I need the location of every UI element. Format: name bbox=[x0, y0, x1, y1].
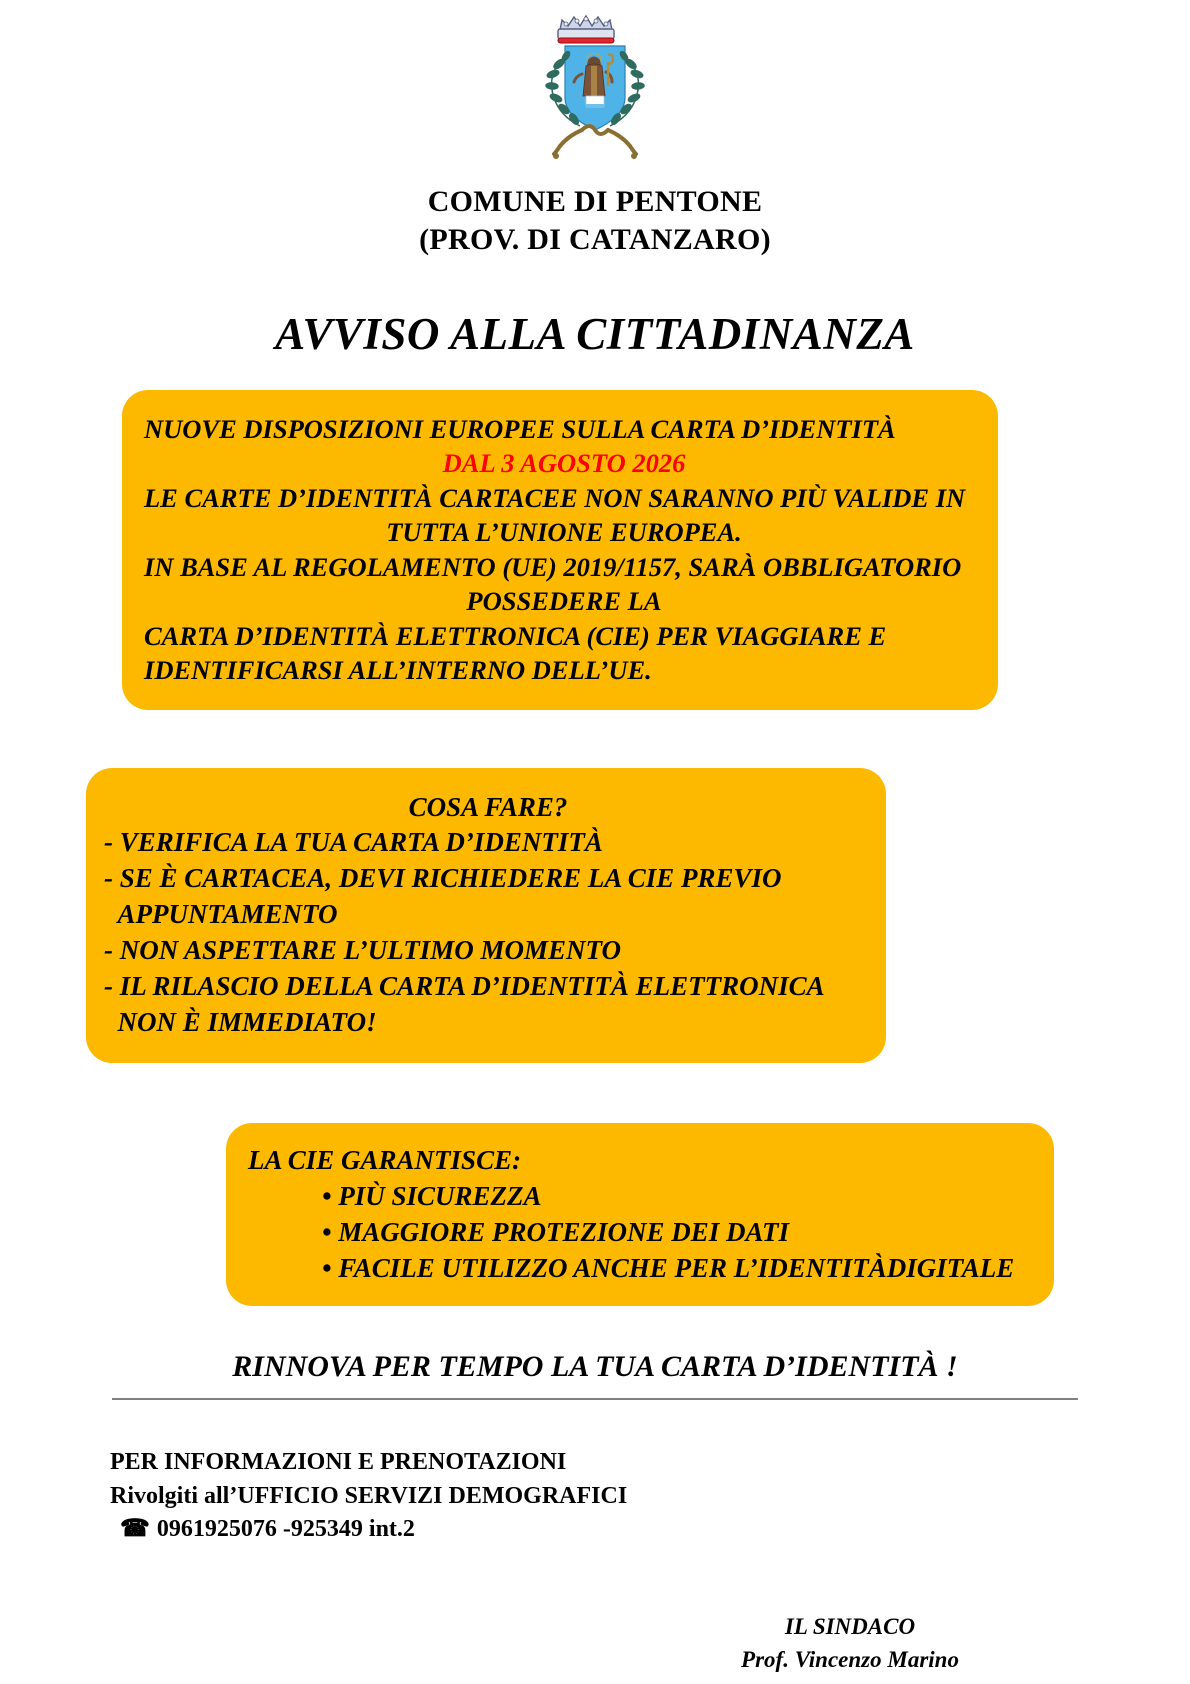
list-item: - NON ASPETTARE L’ULTIMO MOMENTO bbox=[104, 935, 622, 966]
telephone-icon: ☎ bbox=[120, 1516, 150, 1543]
list-item: APPUNTAMENTO bbox=[104, 899, 338, 930]
box1-line-8: IDENTIFICARSI ALL’INTERNO DELL’UE. bbox=[144, 655, 652, 686]
footer-office-line: Rivolgiti all’UFFICIO SERVIZI DEMOGRAFICI bbox=[110, 1482, 628, 1509]
footer-phone-number: 0961925076 -925349 int.2 bbox=[156, 1515, 415, 1542]
box1-line-1: NUOVE DISPOSIZIONI EUROPEE SULLA CARTA D’IDENTITÀ bbox=[144, 414, 896, 444]
box3-heading: LA CIE GARANTISCE: bbox=[248, 1144, 522, 1175]
box1-line-7: CARTA D’IDENTITÀ ELETTRONICA (CIE) PER VIAGGIARE E bbox=[144, 620, 887, 651]
box2-heading: COSA FARE? bbox=[408, 791, 568, 822]
signature-block bbox=[540, 1610, 1160, 1677]
signature-role: IL SINDACO bbox=[784, 1613, 916, 1639]
footer-phone-row bbox=[110, 1513, 1190, 1546]
list-item: • FACILE UTILIZZO ANCHE PER L’IDENTITÀDIGITALE bbox=[322, 1252, 1015, 1283]
box1-line-4: TUTTA L’UNIONE EUROPEA. bbox=[386, 517, 742, 548]
signature-name: Prof. Vincenzo Marino bbox=[741, 1647, 959, 1673]
list-item: NON È IMMEDIATO! bbox=[104, 1006, 377, 1037]
provincia-name: (PROV. DI CATANZARO) bbox=[419, 222, 771, 256]
header-titles bbox=[0, 183, 1190, 258]
box3-bullet-list bbox=[248, 1179, 1040, 1287]
list-item: • MAGGIORE PROTEZIONE DEI DATI bbox=[322, 1216, 790, 1247]
list-item: - IL RILASCIO DELLA CARTA D’IDENTITÀ ELETTRONICA bbox=[104, 971, 825, 1002]
coat-of-arms-icon bbox=[520, 12, 670, 177]
notice-box-cie-benefits bbox=[226, 1123, 1054, 1307]
box1-line-5: IN BASE AL REGOLAMENTO (UE) 2019/1157, SARÀ OBBLIGATORIO bbox=[144, 551, 962, 582]
horizontal-divider bbox=[112, 1398, 1078, 1400]
footer-info-heading: PER INFORMAZIONI E PRENOTAZIONI bbox=[110, 1449, 567, 1476]
box1-date-highlight: DAL 3 AGOSTO 2026 bbox=[442, 448, 686, 479]
closing-statement: RINNOVA PER TEMPO LA TUA CARTA D’IDENTITÀ ! bbox=[232, 1350, 958, 1384]
box1-line-3: LE CARTE D’IDENTITÀ CARTACEE NON SARANNO PIÙ VALIDE IN bbox=[144, 482, 966, 513]
list-item: • PIÙ SICUREZZA bbox=[322, 1180, 542, 1211]
box2-item-list bbox=[104, 825, 872, 1040]
crest-container bbox=[0, 0, 1190, 177]
notice-box-new-rules bbox=[122, 390, 998, 710]
notice-box-what-to-do bbox=[86, 768, 886, 1063]
footer-contact-block bbox=[0, 1446, 1190, 1545]
page-title: AVVISO ALLA CITTADINANZA bbox=[275, 309, 915, 359]
box1-line-6: POSSEDERE LA bbox=[466, 586, 662, 617]
list-item: - VERIFICA LA TUA CARTA D’IDENTITÀ bbox=[104, 827, 603, 858]
list-item: - SE È CARTACEA, DEVI RICHIEDERE LA CIE PREVIO bbox=[104, 863, 782, 894]
comune-name: COMUNE DI PENTONE bbox=[427, 185, 763, 218]
